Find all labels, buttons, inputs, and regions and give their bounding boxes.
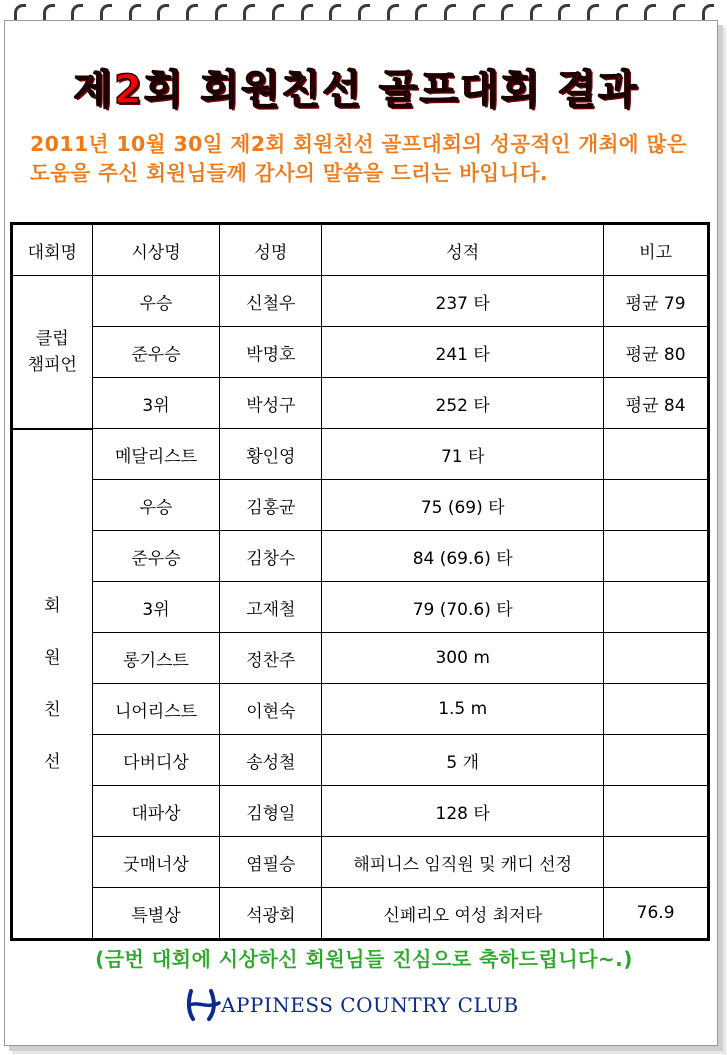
table-row bbox=[12, 480, 709, 531]
score-cell: 84 (69.6) 타 bbox=[322, 531, 604, 582]
score-cell: 79 (70.6) 타 bbox=[322, 582, 604, 633]
award-cell: 메달리스트 bbox=[92, 429, 220, 480]
note-cell bbox=[604, 531, 709, 582]
award-cell: 우승 bbox=[92, 276, 220, 327]
award-cell: 준우승 bbox=[92, 327, 220, 378]
table-row bbox=[12, 786, 709, 837]
table-row bbox=[12, 888, 709, 940]
award-cell: 굿매너상 bbox=[92, 837, 220, 888]
group-label-char: 회 bbox=[44, 595, 61, 616]
name-cell: 박명호 bbox=[220, 327, 322, 378]
note-cell: 평균 84 bbox=[604, 378, 709, 429]
note-cell bbox=[604, 480, 709, 531]
name-cell: 김창수 bbox=[220, 531, 322, 582]
note-cell: 76.9 bbox=[604, 888, 709, 940]
header-event: 대회명 bbox=[12, 224, 93, 276]
page-title: 제2회 회원친선 골프대회 결과 bbox=[73, 67, 639, 113]
note-cell bbox=[604, 735, 709, 786]
table-header-row bbox=[12, 224, 709, 276]
group-label-char: 선 bbox=[44, 751, 61, 772]
group-label-member-friendship bbox=[12, 429, 93, 940]
intro-paragraph: 2011년 10월 30일 제2회 회원친선 골프대회의 성공적인 개최에 많은 도움을 주신 회원님들께 감사의 말씀을 드리는 바입니다. bbox=[30, 132, 687, 185]
group-label-char: 원 bbox=[44, 647, 61, 668]
score-cell: 1.5 m bbox=[322, 684, 604, 735]
name-cell: 정찬주 bbox=[220, 633, 322, 684]
table-row bbox=[12, 837, 709, 888]
table-row bbox=[12, 276, 709, 327]
note-cell bbox=[604, 429, 709, 480]
group-label-char: 친 bbox=[44, 699, 61, 720]
note-cell bbox=[604, 837, 709, 888]
header-note: 비고 bbox=[604, 224, 709, 276]
table-row bbox=[12, 582, 709, 633]
award-cell: 우승 bbox=[92, 480, 220, 531]
note-cell bbox=[604, 786, 709, 837]
note-cell bbox=[604, 582, 709, 633]
score-cell: 128 타 bbox=[322, 786, 604, 837]
award-cell: 3위 bbox=[92, 378, 220, 429]
name-cell: 염필승 bbox=[220, 837, 322, 888]
table-row bbox=[12, 735, 709, 786]
award-cell: 롱기스트 bbox=[92, 633, 220, 684]
name-cell: 송성철 bbox=[220, 735, 322, 786]
score-cell: 241 타 bbox=[322, 327, 604, 378]
score-cell: 252 타 bbox=[322, 378, 604, 429]
score-cell: 237 타 bbox=[322, 276, 604, 327]
award-cell: 다버디상 bbox=[92, 735, 220, 786]
happiness-logo-icon bbox=[185, 987, 223, 1023]
score-cell: 300 m bbox=[322, 633, 604, 684]
score-cell: 71 타 bbox=[322, 429, 604, 480]
award-cell: 니어리스트 bbox=[92, 684, 220, 735]
score-cell: 신페리오 여성 최저타 bbox=[322, 888, 604, 940]
award-cell: 대파상 bbox=[92, 786, 220, 837]
note-cell: 평균 80 bbox=[604, 327, 709, 378]
note-cell: 평균 79 bbox=[604, 276, 709, 327]
table-row bbox=[12, 531, 709, 582]
name-cell: 김홍균 bbox=[220, 480, 322, 531]
award-cell: 준우승 bbox=[92, 531, 220, 582]
results-table bbox=[10, 222, 710, 941]
table-row bbox=[12, 327, 709, 378]
note-cell bbox=[604, 684, 709, 735]
table-row bbox=[12, 684, 709, 735]
table-row bbox=[12, 378, 709, 429]
table-row bbox=[12, 429, 709, 480]
name-cell: 김형일 bbox=[220, 786, 322, 837]
header-award: 시상명 bbox=[92, 224, 220, 276]
name-cell: 고재철 bbox=[220, 582, 322, 633]
table-row bbox=[12, 633, 709, 684]
award-cell: 3위 bbox=[92, 582, 220, 633]
name-cell: 이현숙 bbox=[220, 684, 322, 735]
header-score: 성적 bbox=[322, 224, 604, 276]
name-cell: 박성구 bbox=[220, 378, 322, 429]
award-cell: 특별상 bbox=[92, 888, 220, 940]
score-cell: 75 (69) 타 bbox=[322, 480, 604, 531]
header-name: 성명 bbox=[220, 224, 322, 276]
group-label-club-champion: 클럽 챔피언 bbox=[12, 276, 93, 429]
club-name: APPINESS COUNTRY CLUB bbox=[221, 993, 519, 1017]
name-cell: 석광회 bbox=[220, 888, 322, 940]
note-cell bbox=[604, 633, 709, 684]
congratulations-note: (금번 대회에 시상하신 회원님들 진심으로 축하드립니다~.) bbox=[95, 947, 633, 971]
score-cell: 5 개 bbox=[322, 735, 604, 786]
name-cell: 신철우 bbox=[220, 276, 322, 327]
club-logo bbox=[185, 985, 565, 1025]
name-cell: 황인영 bbox=[220, 429, 322, 480]
score-cell: 해피니스 임직원 및 캐디 선정 bbox=[322, 837, 604, 888]
